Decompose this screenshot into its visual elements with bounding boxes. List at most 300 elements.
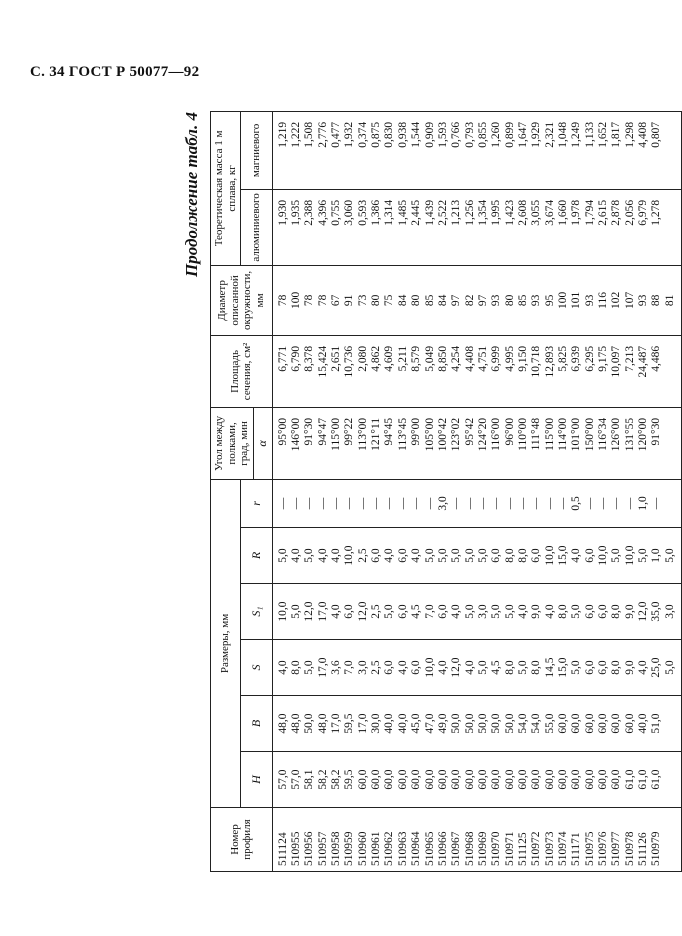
cell-mg: 1,932 (343, 121, 356, 148)
cell-al: 1,978 (570, 199, 583, 226)
cell-b: 40,0 (396, 713, 409, 734)
cell-s: 6,0 (596, 660, 609, 675)
cell-r: 4,0 (570, 548, 583, 563)
cell-angle: 116°00 (490, 417, 503, 451)
header-magnesium: магниевого (241, 111, 272, 189)
cell-h: 59,5 (343, 769, 356, 790)
cell-diam: 78 (316, 294, 329, 307)
cell-s1: 12,0 (303, 601, 316, 622)
cell-r: 3,0 (436, 496, 449, 511)
cell-r: — (650, 497, 663, 510)
cell-al: 4,396 (316, 199, 329, 226)
cell-r: 5,0 (476, 548, 489, 563)
cell-r: — (383, 497, 396, 510)
cell-num: 510975 (583, 831, 596, 866)
cell-b: 45,0 (410, 713, 423, 734)
cell-r: — (423, 497, 436, 510)
cell-diam: 88 (650, 294, 663, 307)
cell-al: 3,060 (343, 199, 356, 226)
column-b (272, 696, 681, 752)
cell-h: 58,1 (303, 769, 316, 790)
cell-angle: 100°42 (436, 417, 449, 452)
cell-area: 6,790 (290, 345, 303, 372)
cell-r: 8,0 (516, 548, 529, 563)
cell-h: 60,0 (436, 769, 449, 790)
cell-b: 51,0 (650, 713, 663, 734)
cell-mg: 0,807 (650, 121, 663, 148)
cell-num: 510976 (596, 831, 609, 866)
cell-h: 61,0 (650, 769, 663, 790)
cell-num: 511126 (637, 832, 649, 866)
cell-h: 60,0 (583, 769, 596, 790)
cell-s: 8,0 (610, 660, 623, 675)
cell-al: 1,386 (370, 199, 383, 226)
cell-r: 6,0 (530, 548, 543, 563)
cell-s1: 12,0 (637, 601, 649, 622)
cell-al: 3,055 (530, 199, 543, 226)
cell-s1: 4,0 (330, 604, 343, 619)
cell-b: 60,0 (556, 713, 569, 734)
cell-num: 510955 (290, 831, 303, 866)
cell-s1: 5,0 (570, 604, 583, 619)
cell-mg: 1,647 (516, 121, 529, 148)
cell-r: 8,0 (503, 548, 516, 563)
cell-r: — (530, 497, 543, 510)
cell-r: 5,0 (423, 548, 436, 563)
cell-al: 1,314 (383, 199, 396, 226)
cell-s: 12,0 (450, 657, 463, 678)
cell-al: 1,660 (556, 199, 569, 226)
cell-al: 0,755 (330, 199, 343, 226)
cell-s: 5,0 (570, 660, 583, 675)
cell-h: 60,0 (570, 769, 583, 790)
cell-s: 6,0 (583, 660, 596, 675)
cell-num: 511124 (276, 832, 289, 866)
cell-area: 9,175 (596, 345, 609, 372)
cell-mg: 1,133 (583, 121, 596, 148)
cell-angle: 123°02 (450, 417, 463, 452)
cell-b: 50,0 (476, 713, 489, 734)
cell-angle: 115°00 (543, 417, 556, 451)
cell-r: 6,0 (370, 548, 383, 563)
cell-h: 60,0 (450, 769, 463, 790)
column-magnesium (272, 111, 681, 189)
cell-diam: 97 (476, 294, 489, 307)
cell-mg: 0,374 (356, 121, 369, 148)
header-angle: Угол между полками, град, мин (211, 407, 254, 479)
cell-r: — (610, 497, 623, 510)
cell-r: — (370, 497, 383, 510)
cell-s: 10,0 (423, 657, 436, 678)
cell-num: 510978 (623, 831, 636, 866)
header-dimensions: Размеры, мм (211, 479, 241, 807)
cell-r: — (476, 497, 489, 510)
cell-s1: 6,0 (583, 604, 596, 619)
cell-diam: 102 (610, 291, 623, 310)
header-r-small: r (241, 479, 272, 527)
cell-r: 5,0 (610, 548, 623, 563)
cell-diam: 84 (436, 294, 449, 307)
cell-mg: 1,544 (410, 121, 423, 148)
cell-area: 6,939 (570, 345, 583, 372)
cell-r: — (356, 497, 369, 510)
cell-r: 5,0 (303, 548, 316, 563)
cell-area: 6,295 (583, 345, 596, 372)
cell-area: 6,771 (276, 345, 289, 372)
cell-s: 14,5 (543, 657, 556, 678)
cell-s1: 12,0 (356, 601, 369, 622)
header-s1: S₁ (241, 584, 272, 640)
cell-b: 40,0 (383, 713, 396, 734)
cell-s1: 6,0 (596, 604, 609, 619)
cell-r: 4,0 (290, 548, 303, 563)
cell-mg: 1,222 (290, 121, 303, 148)
cell-s: 2,5 (370, 660, 383, 675)
cell-al: 2,615 (596, 199, 609, 226)
cell-diam: 78 (303, 294, 316, 307)
cell-area: 9,150 (516, 345, 529, 372)
cell-r: — (396, 497, 409, 510)
cell-area: 7,213 (623, 345, 636, 372)
cell-area: 10,718 (530, 345, 543, 378)
cell-area: 6,999 (490, 345, 503, 372)
header-s: S (241, 640, 272, 696)
cell-area: 8,378 (303, 345, 316, 372)
cell-num: 510962 (383, 831, 396, 866)
cell-diam: 82 (463, 294, 476, 307)
cell-area: 12,893 (543, 345, 556, 378)
cell-s1: 6,0 (396, 604, 409, 619)
cell-al: 2,522 (436, 199, 449, 226)
cell-diam: 85 (423, 294, 436, 307)
cell-mg: 0,855 (476, 121, 489, 148)
cell-area: 4,609 (383, 345, 396, 372)
cell-area: 8,850 (436, 345, 449, 372)
cell-al: 1,354 (476, 199, 489, 226)
cell-num: 510965 (423, 831, 436, 866)
cell-r: — (583, 497, 596, 510)
cell-num: 510959 (343, 831, 356, 866)
cell-r: — (303, 497, 316, 510)
cell-area: 4,254 (450, 345, 463, 372)
cell-mg (664, 122, 677, 186)
cell-area: 4,408 (463, 345, 476, 372)
cell-s: 5,0 (476, 660, 489, 675)
cell-diam: 80 (503, 294, 516, 307)
cell-h: 60,0 (503, 769, 516, 790)
cell-diam: 91 (343, 294, 356, 307)
cell-area: 24,487 (637, 345, 649, 378)
cell-num: 510957 (316, 831, 329, 866)
cell-area: 5,049 (423, 345, 436, 372)
cell-r: — (623, 497, 636, 510)
cell-num: 510966 (436, 831, 449, 866)
cell-angle: 105°00 (423, 417, 436, 452)
cell-al: 2,445 (410, 199, 423, 226)
cell-s1: 2,5 (370, 604, 383, 619)
cell-angle: 126°00 (610, 417, 623, 452)
cell-r: 1,0 (650, 548, 663, 563)
cell-mg: 1,652 (596, 121, 609, 148)
header-mass: Теоретическая масса 1 м сплава, кг (211, 111, 241, 265)
header-r-big: R (241, 528, 272, 584)
cell-s1: 3,0 (663, 604, 676, 619)
cell-s1: 4,0 (450, 604, 463, 619)
cell-s1: 8,0 (610, 604, 623, 619)
cell-mg: 1,249 (570, 121, 583, 148)
cell-num: 510974 (556, 831, 569, 866)
cell-s1: 35,0 (650, 601, 663, 622)
column-s1 (272, 584, 681, 640)
cell-al: 2,878 (610, 199, 623, 226)
cell-area: 4,751 (476, 345, 489, 372)
cell-b: 60,0 (596, 713, 609, 734)
cell-angle: 113°00 (356, 417, 369, 451)
cell-mg: 2,321 (543, 121, 556, 148)
cell-s: 15,0 (556, 657, 569, 678)
cell-al: 1,930 (276, 199, 289, 226)
cell-num: 510973 (543, 831, 556, 866)
cell-r: 5,0 (637, 548, 649, 563)
cell-s: 4,0 (276, 660, 289, 675)
cell-mg: 0,899 (503, 121, 516, 148)
cell-s: 3,6 (330, 660, 343, 675)
cell-angle: 95°42 (463, 417, 476, 446)
cell-al: 3,674 (543, 199, 556, 226)
cell-angle: 94°47 (316, 417, 329, 446)
cell-mg: 0,875 (370, 121, 383, 148)
cell-s1: 5,0 (290, 604, 303, 619)
cell-s1: 9,0 (623, 604, 636, 619)
cell-num: 510969 (476, 831, 489, 866)
cell-r: — (330, 497, 343, 510)
cell-b: 59,5 (343, 713, 356, 734)
cell-area: 5,211 (396, 345, 409, 372)
cell-s: 8,0 (290, 660, 303, 675)
cell-mg: 1,593 (436, 121, 449, 148)
cell-r: 6,0 (583, 548, 596, 563)
page-header: С. 34 ГОСТ Р 50077—92 (30, 64, 200, 80)
header-area: Площадь сечения, см² (211, 335, 273, 407)
cell-h: 57,0 (290, 769, 303, 790)
cell-s1: 5,0 (503, 604, 516, 619)
cell-r: 2,5 (356, 548, 369, 563)
cell-diam: 101 (570, 291, 583, 310)
cell-r: 1,0 (637, 496, 649, 511)
cell-r: — (343, 497, 356, 510)
cell-r: — (543, 497, 556, 510)
cell-angle: 91°30 (303, 417, 316, 446)
cell-b: 30,0 (370, 713, 383, 734)
cell-s: 17,0 (316, 657, 329, 678)
cell-b: 40,0 (637, 713, 649, 734)
cell-r: — (316, 497, 329, 510)
cell-s: 3,0 (356, 660, 369, 675)
cell-mg: 1,048 (556, 121, 569, 148)
header-alpha: α (253, 407, 272, 479)
cell-s1: 8,0 (556, 604, 569, 619)
cell-r: 4,0 (410, 548, 423, 563)
cell-s: 8,0 (503, 660, 516, 675)
cell-r: — (463, 497, 476, 510)
cell-h: 61,0 (623, 769, 636, 790)
cell-s: 7,0 (343, 660, 356, 675)
cell-h: 60,0 (383, 769, 396, 790)
table-body-row (272, 111, 681, 871)
cell-diam: 93 (583, 294, 596, 307)
cell-s: 25,0 (650, 657, 663, 678)
cell-b: 60,0 (610, 713, 623, 734)
cell-r: — (410, 497, 423, 510)
cell-b (664, 699, 677, 748)
cell-area: 4,862 (370, 345, 383, 372)
cell-angle: 150°00 (583, 417, 596, 452)
cell-h: 60,0 (356, 769, 369, 790)
cell-s: 9,0 (623, 660, 636, 675)
cell-r: 4,0 (383, 548, 396, 563)
cell-num: 511171 (570, 832, 583, 866)
cell-b: 54,0 (516, 713, 529, 734)
cell-s: 4,0 (436, 660, 449, 675)
cell-angle: 111°48 (530, 417, 543, 451)
cell-b: 50,0 (450, 713, 463, 734)
cell-diam: 116 (596, 292, 609, 309)
cell-al: 1,256 (463, 199, 476, 226)
cell-r: 5,0 (463, 548, 476, 563)
cell-area: 4,486 (650, 345, 663, 372)
cell-al: 1,439 (423, 199, 436, 226)
cell-area: 2,651 (330, 345, 343, 372)
column-angle (272, 407, 681, 479)
cell-h: 60,0 (490, 769, 503, 790)
cell-num: 510968 (463, 831, 476, 866)
cell-b: 50,0 (503, 713, 516, 734)
cell-r: — (503, 497, 516, 510)
cell-area: 5,825 (556, 345, 569, 372)
cell-b: 60,0 (583, 713, 596, 734)
cell-r: — (450, 497, 463, 510)
cell-h: 60,0 (543, 769, 556, 790)
cell-num: 510971 (503, 831, 516, 866)
cell-s1: 3,0 (476, 604, 489, 619)
cell-h: 61,0 (637, 769, 649, 790)
cell-r: 5,0 (450, 548, 463, 563)
cell-diam: 100 (556, 291, 569, 310)
cell-s: 4,5 (490, 660, 503, 675)
column-s (272, 640, 681, 696)
cell-h: 60,0 (410, 769, 423, 790)
cell-b: 48,0 (316, 713, 329, 734)
cell-num: 510972 (530, 831, 543, 866)
table-caption: Продолжение табл. 4 (182, 112, 201, 277)
cell-b: 50,0 (463, 713, 476, 734)
cell-diam: 67 (330, 294, 343, 307)
cell-b: 60,0 (570, 713, 583, 734)
cell-al: 6,979 (637, 199, 649, 226)
header-diameter: Диаметр описанной окружности, мм (211, 265, 273, 335)
cell-al: 1,485 (396, 199, 409, 226)
column-profile-number (272, 808, 681, 872)
cell-r (664, 483, 677, 524)
cell-diam: 93 (530, 294, 543, 307)
column-h (272, 752, 681, 808)
cell-area: 10,736 (343, 345, 356, 378)
cell-num: 511125 (516, 832, 529, 866)
header-aluminium: алюминиевого (241, 189, 272, 265)
cell-s1: 7,0 (423, 604, 436, 619)
cell-s1: 5,0 (490, 604, 503, 619)
cell-num (664, 811, 677, 866)
cell-s1: 5,0 (383, 604, 396, 619)
cell-b: 50,0 (490, 713, 503, 734)
cell-diam: 107 (623, 291, 636, 310)
cell-angle: 110°00 (516, 417, 529, 451)
cell-mg: 1,298 (623, 121, 636, 148)
cell-angle: 116°34 (596, 417, 609, 451)
cell-area: 8,579 (410, 345, 423, 372)
cell-h: 60,0 (516, 769, 529, 790)
cell-r: 6,0 (490, 548, 503, 563)
cell-h: 60,0 (610, 769, 623, 790)
cell-r: 15,0 (556, 545, 569, 566)
cell-al: 0,593 (356, 199, 369, 226)
cell-area: 10,097 (610, 345, 623, 378)
cell-al: 1,423 (503, 199, 516, 226)
cell-num: 510979 (650, 831, 663, 866)
cell-diam: 85 (516, 294, 529, 307)
cell-diam: 78 (276, 294, 289, 307)
cell-diam: 93 (637, 294, 649, 307)
column-diameter (272, 265, 681, 335)
cell-mg: 1,508 (303, 121, 316, 148)
column-area (272, 335, 681, 407)
cell-b: 48,0 (276, 713, 289, 734)
cell-b: 47,0 (423, 713, 436, 734)
cell-mg: 2,776 (316, 121, 329, 148)
cell-mg: 0,766 (450, 121, 463, 148)
cell-al: 1,935 (290, 199, 303, 226)
cell-num: 510961 (370, 831, 383, 866)
cell-r: — (490, 497, 503, 510)
cell-mg: 1,219 (276, 121, 289, 148)
cell-num: 510977 (610, 831, 623, 866)
cell-num: 510963 (396, 831, 409, 866)
cell-r: 10,0 (343, 545, 356, 566)
cell-b: 17,0 (356, 713, 369, 734)
cell-angle: 114°00 (556, 417, 569, 451)
cell-area: 15,424 (316, 345, 329, 378)
header-profile-number: Номер профиля (211, 808, 273, 872)
cell-area (664, 346, 677, 404)
cell-s1: 4,5 (410, 604, 423, 619)
cell-r: 5,0 (436, 548, 449, 563)
cell-s: 6,0 (383, 660, 396, 675)
cell-num: 510967 (450, 831, 463, 866)
cell-mg: 0,830 (383, 121, 396, 148)
cell-num: 510958 (330, 831, 343, 866)
cell-s1: 5,0 (463, 604, 476, 619)
cell-diam: 73 (356, 294, 369, 307)
cell-mg: 1,929 (530, 121, 543, 148)
cell-angle: 96°00 (503, 417, 516, 446)
cell-b: 54,0 (530, 713, 543, 734)
cell-al: 2,388 (303, 199, 316, 226)
cell-b: 55,0 (543, 713, 556, 734)
cell-s: 5,0 (663, 660, 676, 675)
cell-r: — (556, 497, 569, 510)
cell-h: 60,0 (596, 769, 609, 790)
cell-angle: 124°20 (476, 417, 489, 452)
